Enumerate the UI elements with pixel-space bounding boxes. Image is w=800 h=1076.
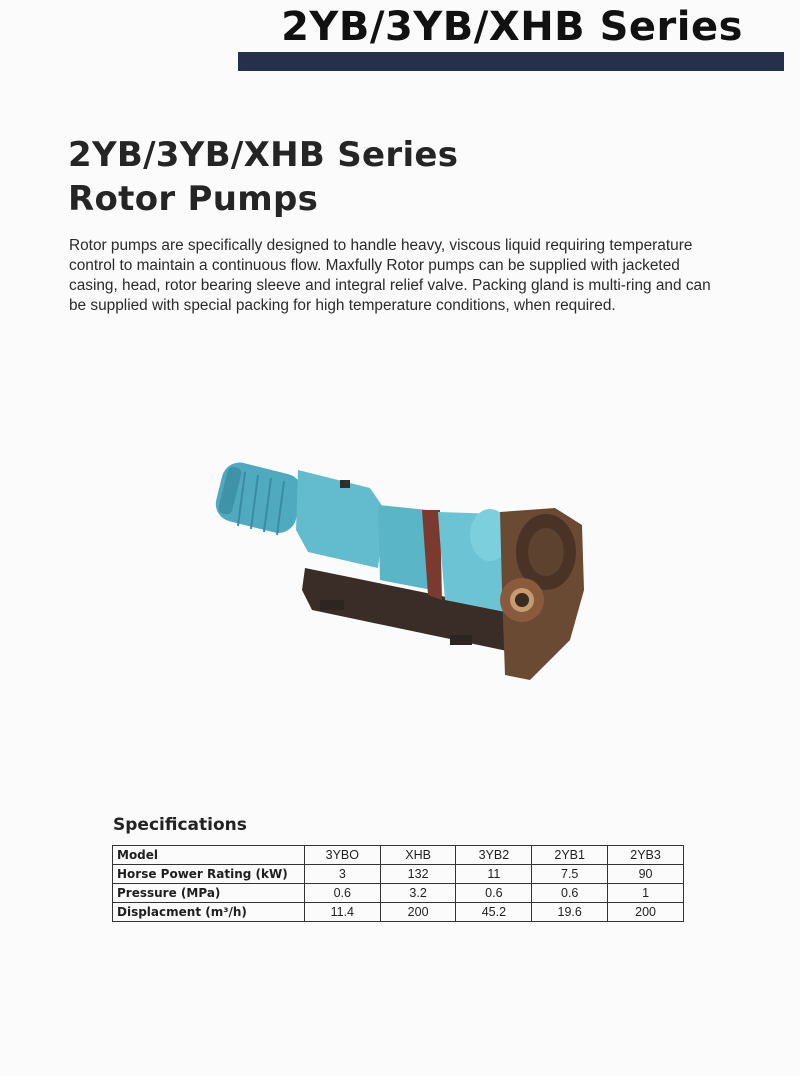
table-cell: 0.6 [532,884,608,903]
table-cell: 7.5 [532,865,608,884]
intro-paragraph: Rotor pumps are specifically designed to handle heavy, viscous liquid requiring temperature control to maintain a continuous flow. Maxfully Rotor pumps can be supplied with jacketed casing, head, rotor bearing sleeve and integral relief valve. Packing gland is multi-ring and can be supplied with special packing for high temperature conditions, when required. [69,237,711,314]
rotor-pump-image [200,440,600,700]
table-row [113,865,684,884]
table-cell: 90 [608,865,684,884]
table-cell: 3.2 [380,884,456,903]
series-title: 2YB/3YB/XHB Series [281,4,743,50]
gearbox [296,470,385,568]
table-header-row [113,846,684,865]
page-title [68,133,458,221]
table-cell: 0.6 [456,884,532,903]
page-title-line-2: Rotor Pumps [68,179,319,219]
table-cell: 200 [608,903,684,922]
table-header-cell: 3YBO [304,846,380,865]
table-header-cell: 2YB3 [608,846,684,865]
pump-head [500,508,584,680]
table-row [113,884,684,903]
table-cell: 1 [608,884,684,903]
specifications-table [112,845,684,922]
table-cell: 132 [380,865,456,884]
table-header-cell: 3YB2 [456,846,532,865]
table-cell: 19.6 [532,903,608,922]
table-row [113,903,684,922]
page-title-line-1: 2YB/3YB/XHB Series [68,135,459,175]
table-cell: 3 [304,865,380,884]
table-header-cell: 2YB1 [532,846,608,865]
header-bar [238,52,784,71]
motor [212,459,306,537]
table-cell: 0.6 [304,884,380,903]
row-label: Displacment (m³/h) [113,903,305,922]
table-cell: 45.2 [456,903,532,922]
table-cell: 11 [456,865,532,884]
table-cell: 11.4 [304,903,380,922]
specifications-heading: Specifications [113,815,247,835]
row-label: Horse Power Rating (kW) [113,865,305,884]
table-cell: 200 [380,903,456,922]
table-header-cell: Model [113,846,305,865]
table-header-cell: XHB [380,846,456,865]
row-label: Pressure (MPa) [113,884,305,903]
